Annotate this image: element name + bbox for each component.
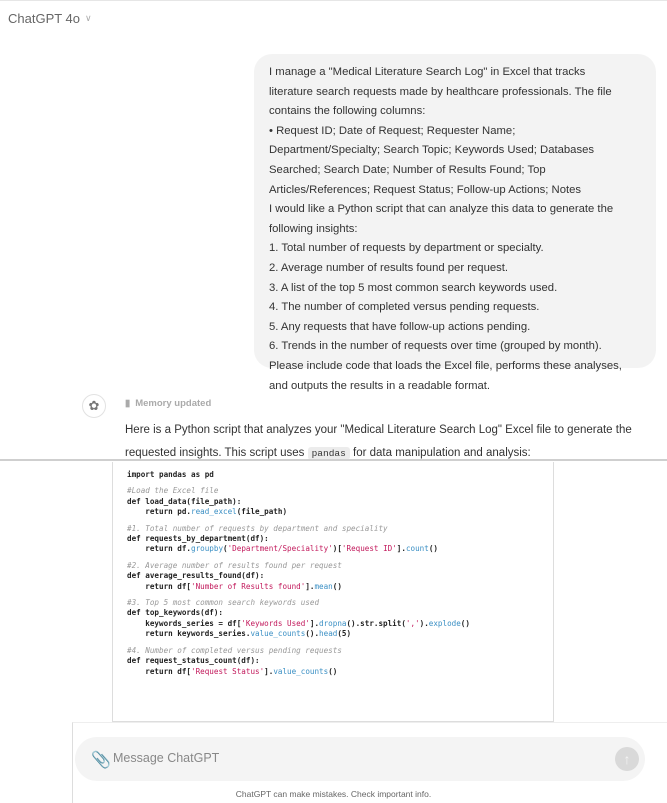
code-token: mean [314,581,333,591]
code-token: 'Department/Speciality' [227,544,333,554]
reply-text-2: for data manipulation and analysis: [349,447,531,459]
code-token: keywords_series = df[ [127,618,242,628]
message-line: 6. Trends in the number of requests over time (grouped by month). [269,340,602,353]
code-token: def request_status_count(df): [127,656,260,666]
code-token: def requests_by_department(df): [127,534,269,544]
code-line [127,656,553,666]
code-token: return keywords_series. [127,629,251,639]
code-token: ]. [305,581,315,591]
arrow-up-icon: ↑ [623,751,631,767]
user-message-bubble [254,54,656,392]
memory-label: Memory updated [135,398,212,409]
code-token: (). [305,629,320,639]
code-token: groupby [191,544,224,554]
code-token: )[ [332,544,342,554]
message-line: Please include code that loads the Excel file, performs these analyses, [269,359,622,372]
code-line [127,534,553,544]
code-token: #3. Top 5 most common search keywords used [127,598,320,608]
model-label: ChatGPT 4o [8,11,81,26]
message-line: I would like a Python script that can analyze this data to generate the [269,203,614,216]
code-token: ). [419,618,429,628]
code-line [127,598,553,608]
model-selector[interactable] [8,11,92,26]
code-line [127,507,553,517]
code-token: 'Request ID' [341,544,397,554]
code-token: 'Request Status' [191,666,265,676]
code-token: ]. [264,666,274,676]
code-line [127,629,553,639]
code-token: ( [223,544,228,554]
chatgpt-logo-icon: ✿ [82,394,106,418]
message-line: Searched; Search Date; Number of Results Found; Top [269,163,546,176]
code-token: #Load the Excel file [127,486,219,496]
code-token: head [319,629,338,639]
code-line [127,561,553,571]
code-token: ]. [396,544,406,554]
paperclip-icon[interactable]: 📎 [91,752,111,769]
code-token: value_counts [273,666,329,676]
code-token: import pandas as pd [127,470,214,479]
code-block [112,462,554,722]
code-token: ().str.split( [346,618,406,628]
code-token: explode [428,618,461,628]
message-input[interactable]: Message ChatGPT [113,751,220,765]
code-line [127,619,553,629]
disclaimer: ChatGPT can make mistakes. Check important info. [235,789,432,799]
code-line [127,608,553,618]
message-line: Articles/References; Request Status; Follow-up Actions; Notes [269,183,582,196]
code-line [127,667,553,677]
code-line [127,544,553,554]
code-token: () [332,581,342,591]
code-token: def top_keywords(df): [127,608,224,618]
code-token: count [405,544,429,554]
code-line [127,646,553,656]
code-token: #1. Total number of requests by department and speciality [127,523,388,533]
code-token: ',' [405,618,420,628]
message-line: 4. The number of completed versus pending requests. [269,301,540,314]
message-line: following insights: [269,222,358,235]
code-line [127,486,553,496]
code-token: return df. [127,544,192,554]
code-token: () [328,666,338,676]
code-token: value_counts [250,629,306,639]
message-line: 1. Total number of requests by department or specialty. [269,242,544,255]
code-line [127,571,553,581]
code-token: ]. [309,618,320,628]
message-line: contains the following columns: [269,105,426,118]
top-bar [0,0,667,37]
message-line: 3. A list of the top 5 most common search keywords used. [269,281,558,294]
divider [0,459,667,461]
code-token: return df[ [127,581,192,591]
send-button[interactable] [615,747,639,771]
memory-icon: ▮ [125,398,131,409]
code-token: return pd. [127,507,192,517]
code-line [127,524,553,534]
inline-code: pandas [308,447,350,460]
code-token: () [460,618,470,628]
message-line: 5. Any requests that have follow-up actions pending. [269,320,531,333]
message-input-box[interactable] [75,737,645,781]
chevron-down-icon: ∨ [85,13,92,23]
code-token: #4. Number of completed versus pending requests [127,645,342,655]
code-token: def load_data(file_path): [127,496,242,506]
message-line: and outputs the results in a readable format. [269,379,491,392]
message-line: literature search requests made by healthcare professionals. The file [269,85,612,98]
code-token: dropna [319,618,347,628]
code-line [127,470,553,480]
code-token: () [428,544,438,554]
message-line: Department/Specialty; Search Topic; Keywords Used; Databases [269,144,595,157]
code-token: 'Keywords Used' [241,618,310,628]
code-token: #2. Average number of results found per request [127,560,342,570]
code-token: 'Number of Results found' [191,581,306,591]
code-token: (5) [337,629,352,639]
code-token: read_excel [191,507,237,517]
code-token: return df[ [127,666,192,676]
reply-text-1: Here is a Python script that analyzes your "Medical Literature Search Log" Excel file to generate the requested insights. This script uses [125,424,632,459]
code-token: def average_results_found(df): [127,571,265,581]
message-line: 2. Average number of results found per request. [269,261,509,274]
memory-updated-indicator[interactable] [125,398,211,409]
code-line [127,497,553,507]
message-line: I manage a "Medical Literature Search Log" in Excel that tracks [269,66,586,78]
code-line [127,582,553,592]
message-line: • Request ID; Date of Request; Requester Name; [269,124,516,137]
code-token: (file_path) [236,507,288,517]
